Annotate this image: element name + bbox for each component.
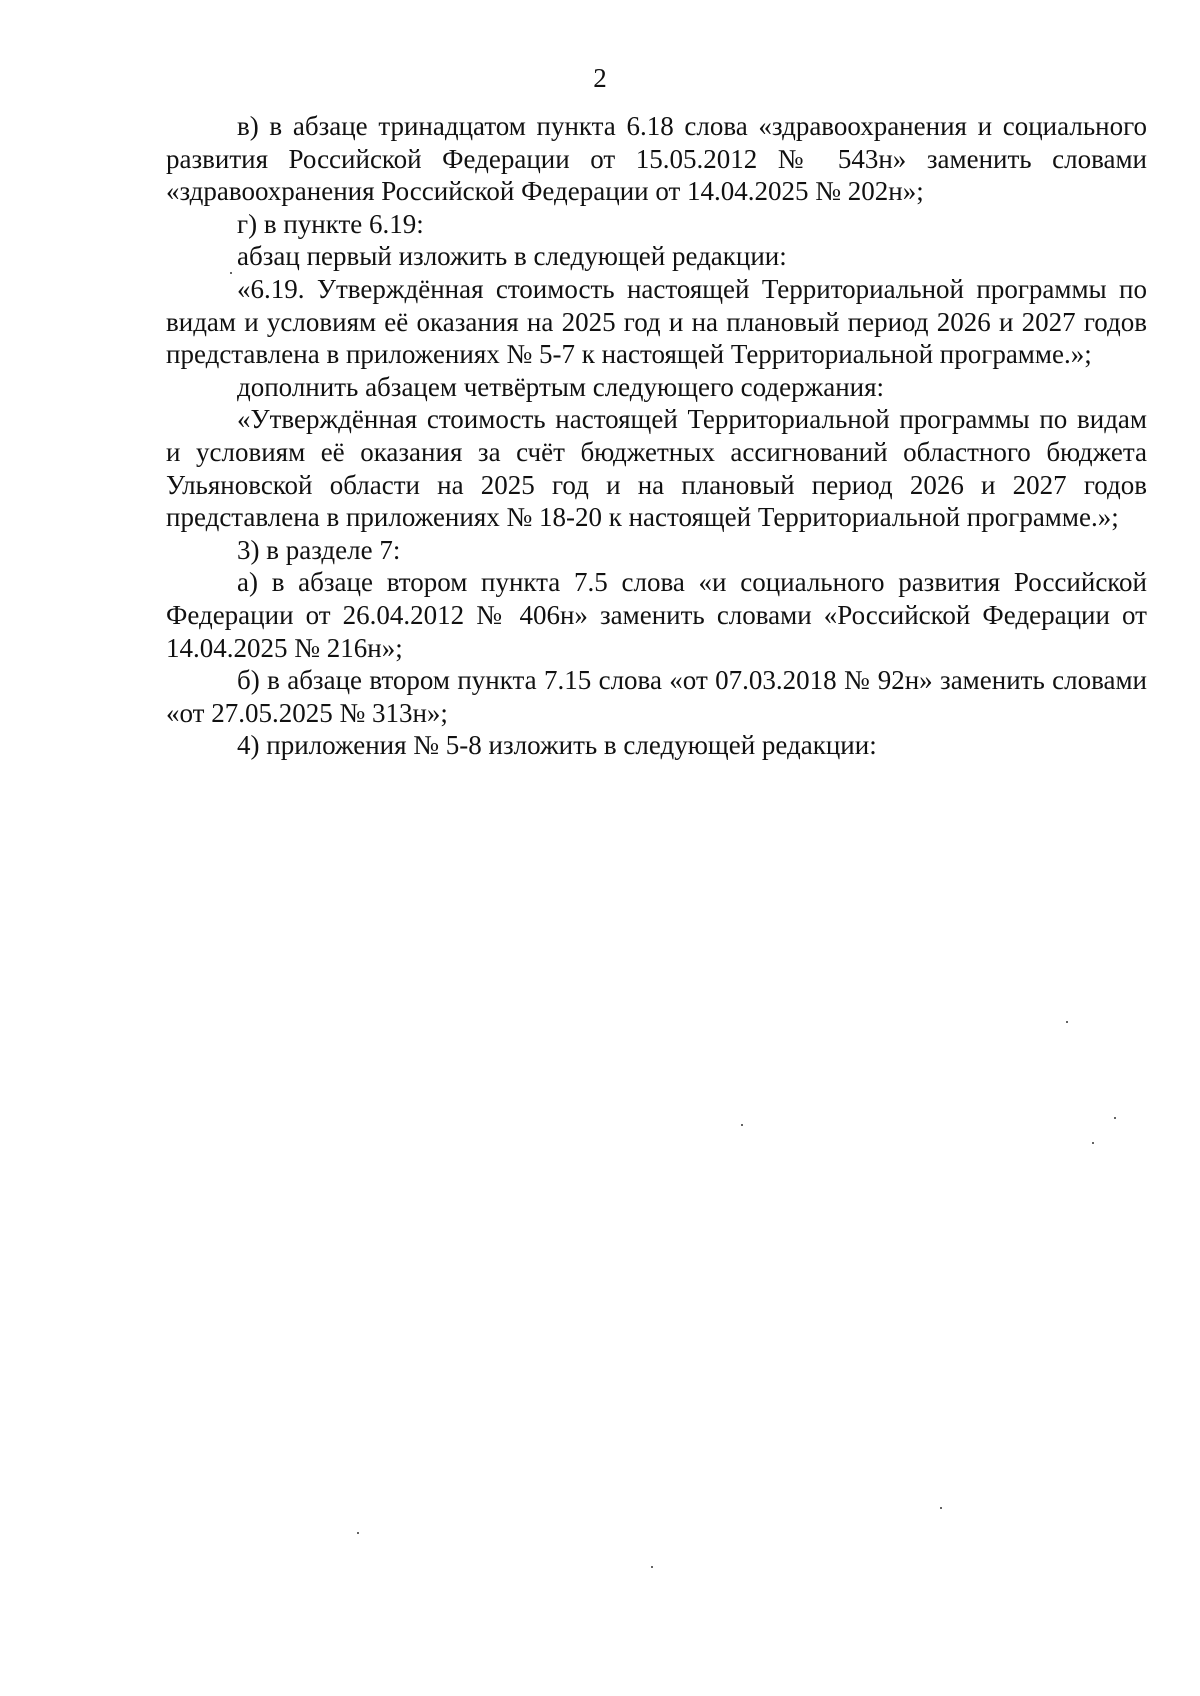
scan-speck: [230, 272, 232, 274]
paragraph-item-4: 4) приложения № 5-8 изложить в следующей редакции:: [237, 730, 877, 761]
scan-speck: [1114, 1117, 1116, 1119]
paragraph-section-7: 3) в разделе 7:: [237, 534, 401, 565]
scan-speck: [1092, 1142, 1094, 1144]
scan-speck: [940, 1507, 942, 1509]
paragraph-first-abzats: абзац первый изложить в следующей редакции:: [237, 241, 787, 272]
document-body: [166, 110, 1147, 762]
paragraph-item-g: г) в пункте 6.19:: [237, 208, 424, 239]
scan-speck: [1066, 1021, 1068, 1023]
scan-speck: [651, 1566, 653, 1568]
page-number: 2: [593, 63, 607, 93]
paragraph-add-fourth-abzats: дополнить абзацем четвёртым следующего содержания:: [237, 371, 885, 402]
paragraph-item-v: в) в абзаце тринадцатом пункта 6.18 слова «здравоохранения и социального развития Российской Федерации от 15.05.2012 № 543н» заменить словами «здравоохранения Российской Федерации от 14.04.2025 № 202н»;: [166, 111, 1147, 207]
scan-speck: [741, 1124, 743, 1126]
scan-speck: [357, 1532, 359, 1534]
paragraph-item-a: а) в абзаце втором пункта 7.5 слова «и социального развития Российской Федерации от 26.04.2012 № 406н» заменить словами «Российской Федерации от 14.04.2025 № 216н»;: [166, 567, 1147, 663]
paragraph-item-b: б) в абзаце втором пункта 7.15 слова «от 07.03.2018 № 92н» заменить словами «от 27.05.2025 № 313н»;: [166, 665, 1147, 728]
paragraph-quote-6-19: «6.19. Утверждённая стоимость настоящей Территориальной программы по видам и условиям её оказания на 2025 год и на плановый период 2026 и 2027 годов представлена в приложениях № 5-7 к настоящей Территориальной программе.»;: [166, 273, 1147, 370]
paragraph-quote-cost: «Утверждённая стоимость настоящей Территориальной программы по видам и условиям её оказания за счёт бюджетных ассигнований областного бюджета Ульяновской области на 2025 год и на плановый период 2026 и 2027 годов представлена в приложениях № 18-20 к настоящей Территориальной программе.»;: [166, 404, 1147, 533]
